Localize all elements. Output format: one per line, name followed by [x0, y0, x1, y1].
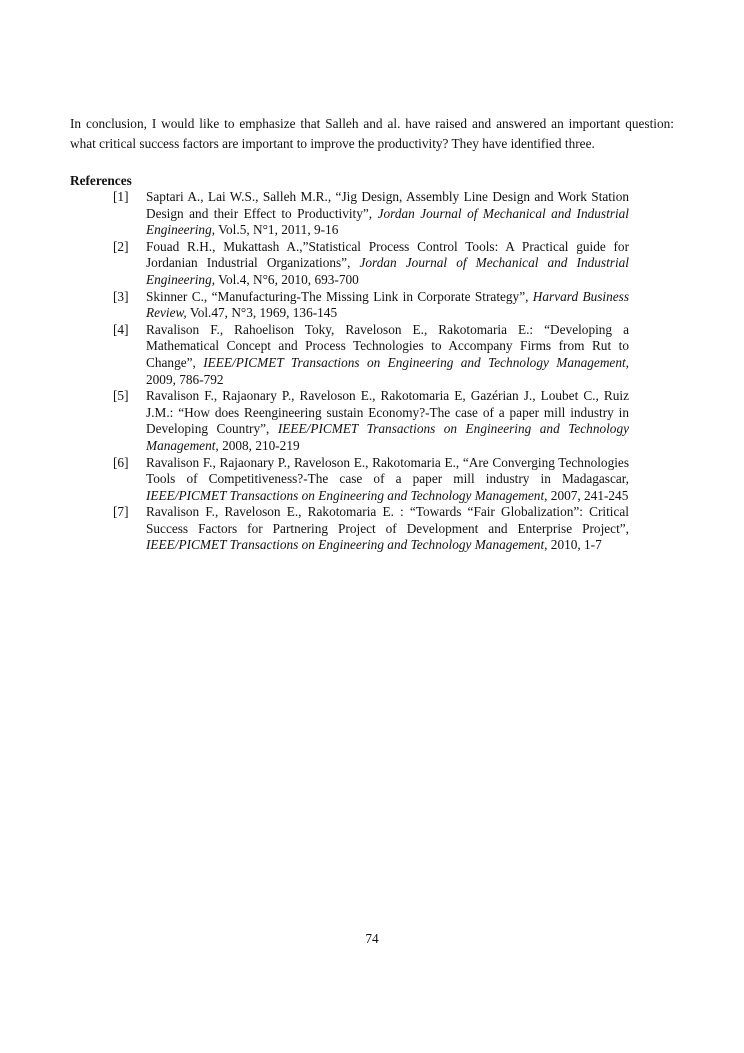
reference-details: , 2010, 1-7: [544, 537, 602, 553]
reference-details: Vol.47, N°3, 1969, 136-145: [186, 305, 338, 321]
reference-text: [146, 239, 629, 289]
references-heading: References: [70, 173, 132, 188]
reference-text: [146, 455, 629, 505]
reference-authors-title: Ravalison F., Rahoelison Toky, Raveloson E., Rakotomaria E.: “Developing a Mathematical Concept and Process Technologies to Accompany Firms from Rut to Change”,: [146, 321, 629, 370]
reference-text: [146, 189, 629, 239]
reference-item-2: [113, 239, 629, 289]
reference-number: [5]: [113, 388, 129, 404]
reference-authors-title: Ravalison F., Rajaonary P., Raveloson E., Rakotomaria E., “Are Converging Technologies Tools of Competitiveness?-The case of a paper mill industry in Madagascar,: [146, 454, 629, 487]
reference-details: , 2008, 210-219: [215, 437, 300, 453]
reference-list: [113, 189, 629, 554]
reference-item-1: [113, 189, 629, 239]
reference-number: [7]: [113, 504, 129, 520]
reference-journal: Harvard Business Review,: [146, 288, 630, 321]
reference-details: 2009, 786-792: [146, 371, 224, 387]
reference-text: [146, 388, 629, 454]
reference-item-3: [113, 289, 629, 322]
reference-authors-title: Skinner C., “Manufacturing-The Missing Link in Corporate Strategy”,: [146, 288, 533, 304]
reference-journal: IEEE/PICMET Transactions on Engineering and Technology Management,: [203, 354, 629, 370]
reference-number: [6]: [113, 454, 129, 470]
reference-authors-title: Fouad R.H., Mukattash A.,”Statistical Process Control Tools: A Practical guide for Jordanian Industrial Organizations”,: [146, 238, 629, 271]
reference-journal: Jordan Journal of Mechanical and Industrial Engineering,: [146, 205, 630, 238]
reference-details: Vol.5, N°1, 2011, 9-16: [215, 222, 339, 238]
reference-item-5: [113, 388, 629, 454]
reference-journal: Jordan Journal of Mechanical and Industrial Engineering,: [146, 255, 629, 287]
reference-journal: IEEE/PICMET Transactions on Engineering and Technology Management: [146, 487, 545, 503]
reference-number: [4]: [113, 321, 129, 337]
reference-item-4: [113, 322, 629, 388]
reference-number: [3]: [113, 288, 129, 304]
reference-item-7: [113, 504, 629, 554]
reference-number: [1]: [113, 189, 129, 204]
reference-text: [146, 322, 629, 388]
reference-journal: IEEE/PICMET Transactions on Engineering and Technology Management: [146, 537, 545, 553]
page-number: 74: [365, 931, 379, 946]
reference-details: Vol.4, N°6, 2010, 693-700: [215, 271, 359, 287]
conclusion-paragraph: In conclusion, I would like to emphasize that Salleh and al. have raised and answered an important question: what critical success factors are important to improve the productivity? They have identified three.: [70, 116, 674, 151]
reference-authors-title: Ravalison F., Raveloson E., Rakotomaria E. : “Towards “Fair Globalization”: Critical Success Factors for Partnering Project of Development and Enterprise Project”,: [146, 504, 629, 536]
reference-journal: IEEE/PICMET Transactions on Engineering and Technology Management: [146, 421, 630, 453]
reference-authors-title: Ravalison F., Rajaonary P., Raveloson E., Rakotomaria E, Gazérian J., Loubet C., Ruiz J.M.: “How does Reengineering sustain Economy?-The case of a paper mill industry in Developing Country”,: [146, 388, 629, 437]
reference-text: [146, 504, 629, 554]
reference-number: [2]: [113, 238, 129, 254]
reference-details: , 2007, 241-245: [544, 487, 629, 503]
reference-item-6: [113, 455, 629, 505]
reference-text: [146, 289, 629, 322]
reference-authors-title: Saptari A., Lai W.S., Salleh M.R., “Jig Design, Assembly Line Design and Work Station Design and their Effect to Productivity”,: [146, 189, 629, 221]
